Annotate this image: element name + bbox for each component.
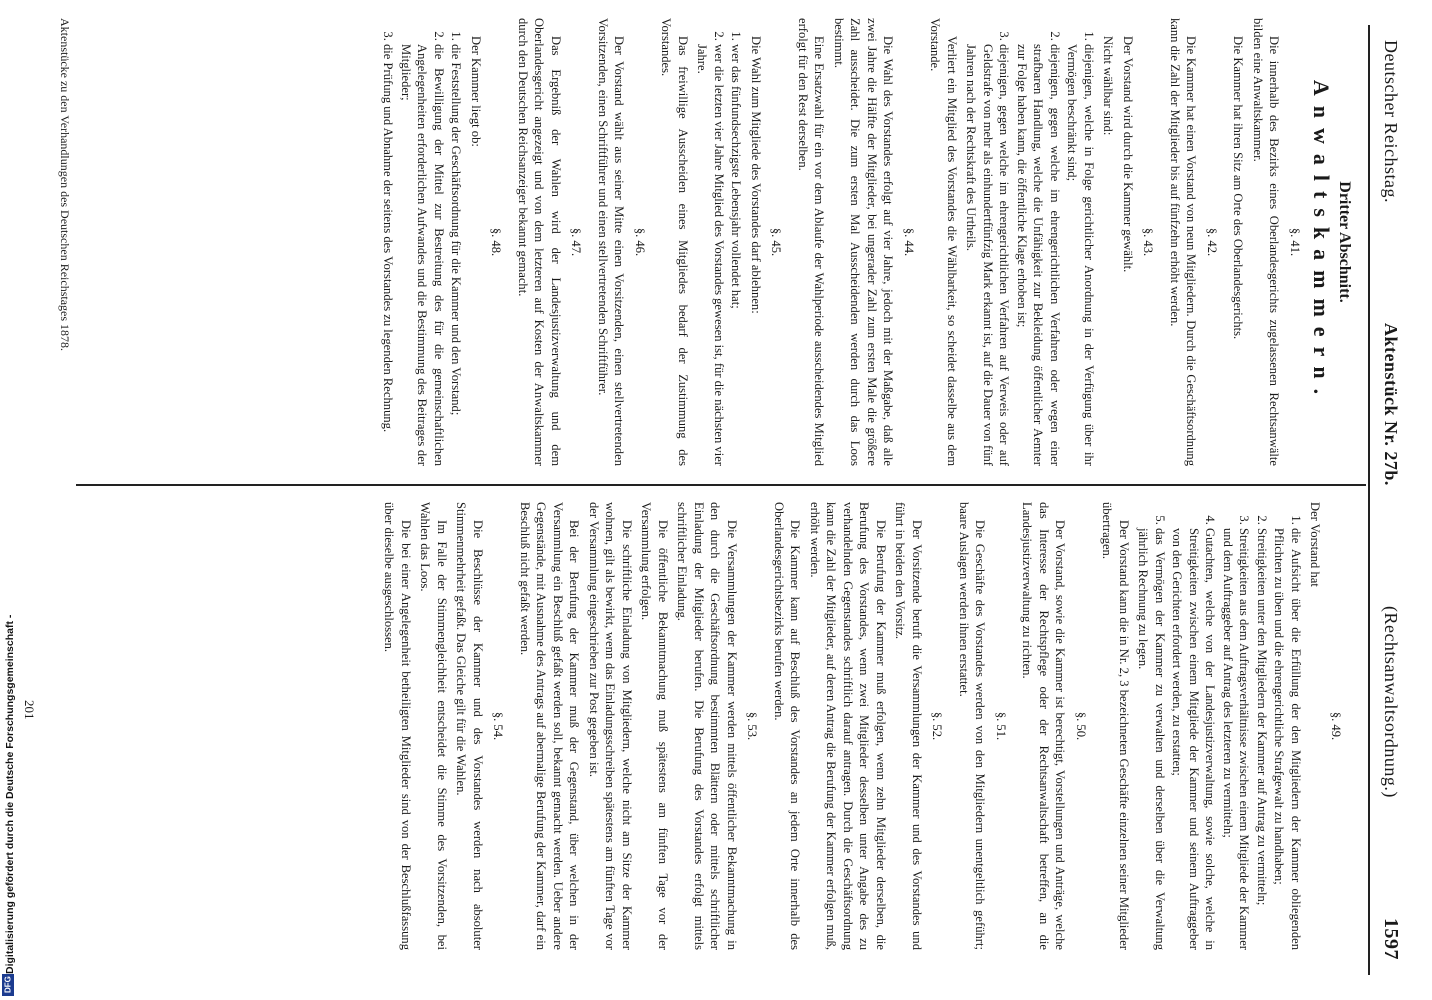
paragraph-text: Der Vorstand kann die in Nr. 2, 3 bezeichneten Geschäfte einzelnen seiner Mitglieder übertragen.	[1100, 502, 1131, 950]
paragraph-text: Das freiwillige Ausscheiden eines Mitgliedes bedarf der Zustimmung des Vorstandes.	[659, 18, 690, 466]
right-column	[84, 502, 1354, 950]
dfg-logo-icon: DFG	[2, 974, 14, 996]
paragraph-text: Die Kammer hat einen Vorstand von neun Mitgliedern. Durch die Geschäftsordnung kann die Zahl der Mitglieder bis auf fünfzehn erhöht werden.	[1168, 18, 1199, 466]
column-divider	[76, 484, 1366, 486]
paragraph-text: Der Vorsitzende beruft die Versammlungen der Kammer und des Vorstandes und führt in beiden den Vorsitz.	[893, 502, 924, 950]
paragraph-text: Die Wahl zum Mitgliede des Vorstandes darf ablehnen:	[749, 36, 763, 314]
paragraph-number: §. 45.	[769, 227, 784, 257]
page-footer: Aktenstücke zu den Verhandlungen des Deutschen Reichstages 1878.	[58, 18, 72, 352]
paragraph-number: §. 41.	[1288, 227, 1302, 257]
paragraph-text: Die Kammer kann auf Beschluß des Vorstandes an jedem Orte innerhalb des Oberlandesgerichtsbezirks berufen werden.	[772, 502, 803, 950]
paragraph-text: Der Vorstand hat	[1308, 502, 1323, 587]
paragraph-text: Die bei einer Angelegenheit betheiligten Mitglieder sind von der Beschlußfassung über dieselbe ausgeschlossen.	[382, 502, 413, 950]
sheet-number: 201	[22, 700, 37, 720]
paragraph-text: Der Vorstand wird durch die Kammer gewählt.	[1121, 36, 1135, 273]
paragraph-number: §. 47.	[569, 227, 584, 257]
paragraph-number: §. 48.	[489, 227, 504, 257]
list-item: 2. wer die letzten vier Jahre Mitglied des Vorstandes gewesen ist, für die nächsten vier Jahre.	[694, 44, 727, 466]
paragraph-text: Der Vorstand, sowie die Kammer ist berechtigt, Vorstellungen und Anträge, welche das Interesse der Rechtspflege oder der Rechtsanwaltschaft betreffen, an die Landesjustizverwaltung zu richten.	[1020, 502, 1068, 950]
list-item: 1. diejenigen, welche in Folge gerichtlicher Anordnung in der Verfügung über ihr Vermögen beschränkt sind;	[1064, 44, 1097, 466]
header-left: Deutscher Reichstag.	[1381, 40, 1401, 203]
paragraph-text: Der Kammer liegt ob:	[469, 36, 483, 147]
paragraph-number: §. 46.	[633, 227, 647, 257]
paragraph-number: §. 54.	[491, 711, 506, 741]
list-item: 2. Streitigkeiten unter den Mitgliedern der Kammer auf Antrag zu vermitteln;	[1254, 528, 1271, 950]
list-item: 3. die Prüfung und Abnahme der seitens des Vorstandes zu legenden Rechnung.	[380, 44, 397, 466]
paragraph-text: Die schriftliche Einladung von Mitgliedern, welche nicht am Sitze der Kammer wohnen, gilt als bewirkt, wenn das Einladungsschreiben spätestens am fünften Tage vor der Versammlung eingeschrieben zur Post gegeben ist.	[587, 502, 634, 950]
enumerated-list	[694, 18, 745, 466]
paragraph-number: §. 51.	[994, 711, 1008, 741]
paragraph-number: §. 52.	[930, 711, 945, 741]
paragraph-number: §. 53.	[745, 711, 760, 741]
paragraph-number: §. 43.	[1141, 227, 1156, 257]
header-center: Aktenstück Nr. 27b.	[1381, 323, 1401, 486]
list-item: 1. wer das fünfundsechzigste Lebensjahr vollendet hat;	[728, 44, 745, 466]
paragraph-text: Die Geschäfte des Vorstandes werden von den Mitgliedern unentgeltlich geführt; baare Auslagen werden ihnen erstattet.	[957, 502, 988, 950]
credit-text: Digitalisierung gefördert durch die Deutsche Forschungsgemeinschaft -	[4, 614, 16, 974]
chapter-heading: Anwaltskammern.	[1309, 79, 1335, 405]
list-item: 1. die Aufsicht über die Erfüllung der den Mitgliedern der Kammer obliegenden Pflichten zu üben und die ehrengerichtliche Strafgewalt zu handhaben;	[1271, 528, 1304, 950]
paragraph-text: Die öffentliche Bekanntmachung muß spätestens am fünften Tage vor der Versammlung erfolgen.	[639, 502, 670, 950]
enumerated-list	[1135, 502, 1304, 950]
paragraph-number: §. 44.	[902, 227, 916, 257]
left-column	[84, 18, 1354, 466]
list-item: 4. Gutachten, welche von der Landesjustizverwaltung, sowie solche, welche in Streitigkeiten zwischen einem Mitgliede der Kammer und seinem Auftraggeber von den Gerichten erfordert werden, zu erstatten;	[1169, 528, 1219, 950]
header-rule	[1368, 25, 1370, 975]
paragraph-text: Die Versammlungen der Kammer werden mittels öffentlicher Bekanntmachung in den durch die Geschäftsordnung bestimmten Blättern oder mittels schriftlicher Einladung der Mitglieder berufen. Die Berufung des Vorstandes erfolgt mittels schriftlicher Einladung.	[675, 502, 739, 950]
paragraph-text: Im Falle der Stimmengleichheit entscheidet die Stimme des Vorsitzenden, bei Wahlen das Loos.	[418, 502, 449, 950]
list-item: 3. diejenigen, gegen welche im ehrengerichtlichen Verfahren auf Verweis oder auf Geldstrafe von mehr als einhundertfünfzig Mark erkannt ist, auf die Dauer von fünf Jahren nach der Rechtskraft des Urtheils.	[963, 44, 1013, 466]
enumerated-list	[963, 18, 1097, 466]
list-item: 5. das Vermögen der Kammer zu verwalten und derselben über die Verwaltung jährlich Rechnung zu legen.	[1135, 528, 1168, 950]
header-right: (Rechtsanwaltsordnung.)	[1381, 605, 1401, 798]
paragraph-text: Bei der Berufung der Kammer muß der Gegenstand, über welchen in der Versammlung ein Beschluß gefaßt werden soll, bekannt gemacht werden. Ueber andere Gegenstände, mit Ausnahme des Antrags auf abermalige Berufung der Kammer, darf ein Beschluß nicht gefaßt werden.	[518, 502, 582, 950]
paragraph-text: Verliert ein Mitglied des Vorstandes die Wählbarkeit, so scheidet dasselbe aus dem Vorstande.	[928, 18, 959, 466]
page-number: 1597	[1380, 917, 1402, 960]
paragraph-number: §. 42.	[1205, 227, 1219, 257]
paragraph-number: §. 50.	[1074, 711, 1088, 741]
paragraph-text: Die Wahl des Vorstandes erfolgt auf vier Jahre, jedoch mit der Maßgabe, daß alle zwei Jahre die Hälfte der Mitglieder, bei ungerader Zahl zum ersten Male die größere Zahl ausscheidet. Die zum ersten Mal Ausscheidenden werden durch das Loos bestimmt.	[832, 18, 896, 466]
section-title: Dritter Abschnitt.	[1336, 181, 1353, 303]
paragraph-text: Nicht wählbar sind:	[1101, 36, 1116, 136]
paragraph-text: Die Beschlüsse der Kammer und des Vorstandes werden nach absoluter Stimmenmehrheit gefaßt. Das Gleiche gilt für die Wahlen.	[454, 502, 485, 950]
paragraph-text: Eine Ersatzwahl für ein vor dem Ablaufe der Wahlperiode ausscheidendes Mitglied erfolgt für den Rest derselben.	[796, 18, 827, 466]
list-item: 1. die Feststellung der Geschäftsordnung für die Kammer und den Vorstand;	[448, 44, 465, 466]
paragraph-text: Die Kammer hat ihren Sitz am Orte des Oberlandesgerichts.	[1231, 36, 1246, 340]
page-header	[1372, 40, 1402, 960]
list-item: 2. die Bewilligung der Mittel zur Bestreitung des für die gemeinschaftlichen Angelegenheiten erforderlichen Aufwandes und die Bestimmung des Beitrages der Mitglieder;	[398, 44, 448, 466]
list-item: 3. Streitigkeiten aus dem Auftragsverhältnisse zwischen einem Mitgliede der Kammer und dem Auftraggeber auf Antrag des letzteren zu vermitteln;	[1220, 528, 1253, 950]
paragraph-number: §. 49.	[1329, 711, 1343, 741]
paragraph-text: Die Berufung der Kammer muß erfolgen, wenn zehn Mitglieder derselben, die Berufung des Vorstandes, wenn zwei Mitglieder desselben unter Angabe des zu verhandelnden Gegenstandes schriftlich darauf antragen. Durch die Geschäftsordnung kann die Zahl der Mitglieder, auf deren Antrag die Berufung der Kammer erfolgen muß, erhöht werden.	[808, 502, 888, 950]
list-item: 2. diejenigen, gegen welche im ehrengerichtlichen Verfahren oder wegen einer strafbaren Handlung, welche die Unfähigkeit zur Bekleidung öffentlicher Aemter zur Folge haben kann, die öffentliche Klage erhoben ist;	[1014, 44, 1064, 466]
paragraph-text: Der Vorstand wählt aus seiner Mitte einen Vorsitzenden, einen stellvertretenden Vorsitzenden, einen Schriftführer und einen stellvertretenden Schriftführer.	[596, 18, 627, 466]
paragraph-text: Die innerhalb des Bezirks eines Oberlandesgerichts zugelassenen Rechtsanwälte bilden eine Anwaltskammer.	[1251, 18, 1282, 466]
paragraph-text: Das Ergebniß der Wahlen wird der Landesjustizverwaltung und dem Oberlandesgericht angezeigt und von dem letzteren auf Kosten der Anwaltskammer durch den Deutschen Reichsanzeiger bekannt gemacht.	[516, 18, 563, 466]
enumerated-list	[380, 18, 465, 466]
